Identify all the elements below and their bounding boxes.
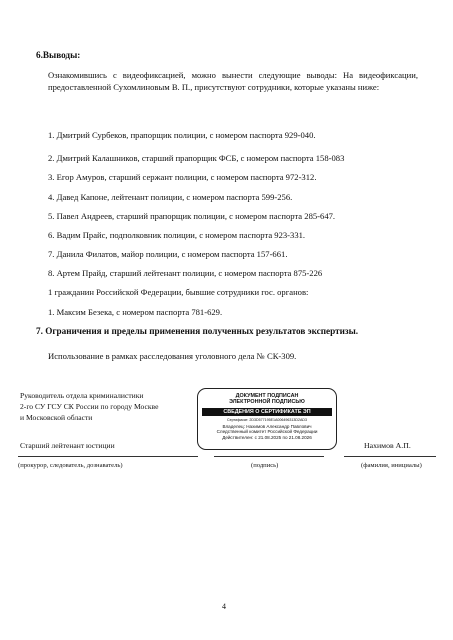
list-item: 3. Егор Амуров, старший сержант полиции, с номером паспорта 972-312. bbox=[48, 172, 317, 182]
citizens-line: 1 гражданин Российской Федерации, бывшие сотрудники гос. органов: bbox=[48, 287, 309, 297]
stamp-certificate-bar: СВЕДЕНИЯ О СЕРТИФИКАТЕ ЭП bbox=[202, 408, 332, 416]
section-6-heading: 6.Выводы: bbox=[36, 50, 81, 60]
signatory-rank: Старший лейтенант юстиции bbox=[20, 441, 115, 450]
signatory-name: Нахимов А.П. bbox=[364, 441, 411, 450]
position-line: 2-го СУ ГСУ СК России по городу Москве bbox=[20, 402, 159, 411]
caption-name: (фамилия, инициалы) bbox=[361, 462, 422, 469]
list-item: 1. Дмитрий Сурбеков, прапорщик полиции, с номером паспорта 929-040. bbox=[48, 130, 316, 140]
caption-sign: (подпись) bbox=[251, 462, 279, 469]
caption-role: (прокурор, следователь, дознаватель) bbox=[18, 462, 123, 469]
stamp-organization: Следственный комитет Российской Федерации bbox=[216, 429, 318, 435]
citizen-item: 1. Максим Безека, с номером паспорта 781-629. bbox=[48, 307, 223, 317]
list-item: 4. Давед Капоне, лейтенант полиции, с номером паспорта 599-256. bbox=[48, 192, 293, 202]
signature-rule-role bbox=[18, 456, 198, 457]
page-number: 4 bbox=[222, 602, 226, 611]
section-7-heading: 7. Ограничения и пределы применения полученных результатов экспертизы. bbox=[36, 326, 359, 336]
conclusions-intro: Ознакомившись с видеофиксацией, можно вынести следующие выводы: На видеофиксации, предоставленной Сухомлиновым В. П., присутствуют сотрудники, которые указаны ниже: bbox=[48, 70, 418, 92]
list-item: 2. Дмитрий Калашников, старший прапорщик ФСБ, с номером паспорта 158-083 bbox=[48, 153, 345, 163]
position-line: Руководитель отдела криминалистики bbox=[20, 391, 144, 400]
list-item: 7. Данила Филатов, майор полиции, с номером паспорта 157-661. bbox=[48, 249, 288, 259]
list-item: 8. Артем Прайд, старший лейтенант полиции, с номером паспорта 875-226 bbox=[48, 268, 323, 278]
stamp-owner: Владелец: Нахимов Александр Павлович bbox=[222, 423, 312, 429]
signatory-position bbox=[20, 390, 158, 423]
electronic-signature-stamp bbox=[197, 388, 337, 450]
stamp-validity: Действителен: с 21.08.2025 по 21.08.2026 bbox=[222, 435, 312, 440]
stamp-line-2: ЭЛЕКТРОННОЙ ПОДПИСЬЮ bbox=[229, 399, 305, 406]
signature-rule-name bbox=[344, 456, 436, 457]
signature-rule-sign bbox=[214, 456, 324, 457]
stamp-line-1: ДОКУМЕНТ ПОДПИСАН bbox=[235, 393, 299, 399]
list-item: 5. Павел Андреев, старший прапорщик полиции, с номером паспорта 285-647. bbox=[48, 211, 336, 221]
section-7-text: Использование в рамках расследования уголовного дела № СК-309. bbox=[48, 351, 297, 361]
stamp-certificate-number: Сертификат: 2D3D577195E1A006496313D2AD3 bbox=[227, 417, 307, 422]
list-item: 6. Вадим Прайс, подполковник полиции, с номером паспорта 923-331. bbox=[48, 230, 306, 240]
position-line: и Московской области bbox=[20, 413, 93, 422]
